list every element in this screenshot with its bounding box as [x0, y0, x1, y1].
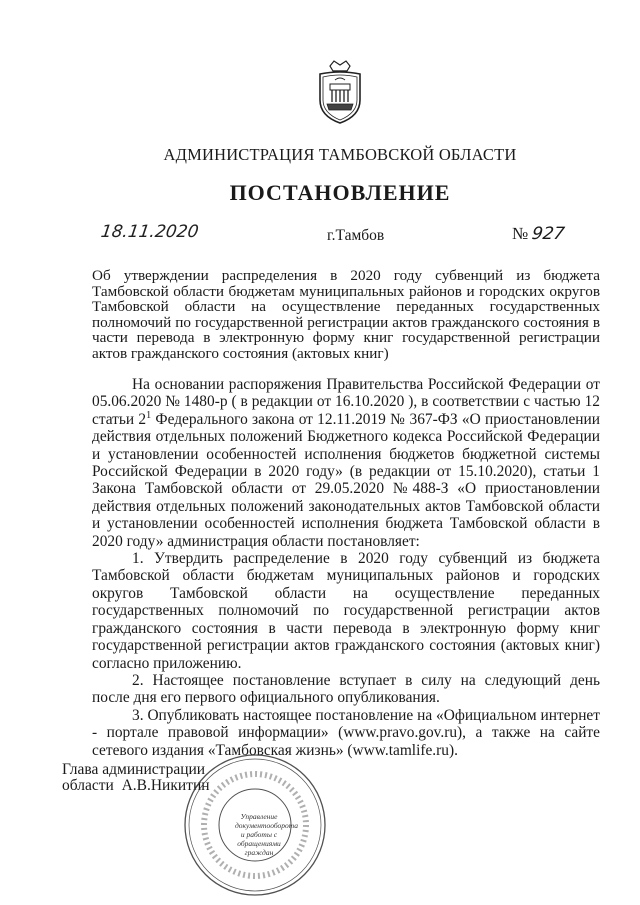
signatory-name: А.В.Никитин [121, 777, 210, 794]
item-paragraph: 3. Опубликовать настоящее постановление на «Официальном интернет - портале правовой информации» (www.pravo.gov.ru), а также на сайте сетевого издания «Тамбовская жизнь» (www.tamlife.ru). [92, 706, 600, 759]
document-subject: Об утверждении распределения в 2020 году субвенций из бюджета Тамбовской области бюджетам муниципальных районов и городских округов Тамбовской области на осуществление переданных государственных полномочий по государственной регистрации актов гражданского состояния в части перевода в электронную форму книг государственной регистрации актов гражданского состояния (актовых книг) [92, 267, 600, 362]
document-body [92, 376, 600, 759]
document-city: г.Тамбов [327, 227, 385, 244]
number-sign: № [512, 224, 529, 243]
number-value: 927 [530, 224, 567, 244]
item-paragraph: 2. Настоящее постановление вступает в силу на следующий день после дня его первого официального опубликования. [92, 671, 600, 707]
preamble-part1: На основании распоряжения Правительства Российской Федерации от 05.06.2020 № 1480-р ( в редакции от 16.10.2020 ), в соответствии с частью 12 статьи 2 [92, 376, 600, 428]
preamble-part2: Федерального закона от 12.11.2019 № 367-ФЗ «О приостановлении действия отдельных положений Бюджетного кодекса Российской Федерации и установлении особенностей исполнения бюджетов бюджетной системы Российской Федерации в 2020 году» (в редакции от 15.10.2020), статьи 1 Закона Тамбовской области от 29.05.2020 №488-З «О приостановлении действия отдельных положений законодательных актов Тамбовской области и установлении особенностей исполнения бюджета Тамбовской области в 2020 году» администрация области постановляет: [92, 410, 601, 550]
signature-title-line1: Глава администрации [62, 761, 206, 778]
signature-title-line2: области А.В.Никитин [62, 777, 210, 794]
preamble-paragraph [92, 376, 600, 550]
stamp-inner-text: Управление документооборота и работы с обращениями граждан [235, 812, 299, 857]
document-number [512, 224, 565, 244]
document-date: 18.11.2020 [99, 222, 200, 242]
organization-name: АДМИНИСТРАЦИЯ ТАМБОВСКОЙ ОБЛАСТИ [163, 145, 517, 164]
document-type-title: ПОСТАНОВЛЕНИЕ [229, 180, 451, 205]
preamble-superscript: 1 [146, 409, 152, 421]
item-paragraph: 1. Утвердить распределение в 2020 году субвенций из бюджета Тамбовской области бюджетам муниципальных районов и городских округов Тамбовской области на осуществление переданных государственных полномочий по государственной регистрации актов гражданского состояния в части перевода в электронную форму книг государственной регистрации актов гражданского состояния (актовых книг) согласно приложению. [92, 550, 600, 672]
coat-of-arms-icon [316, 60, 364, 126]
